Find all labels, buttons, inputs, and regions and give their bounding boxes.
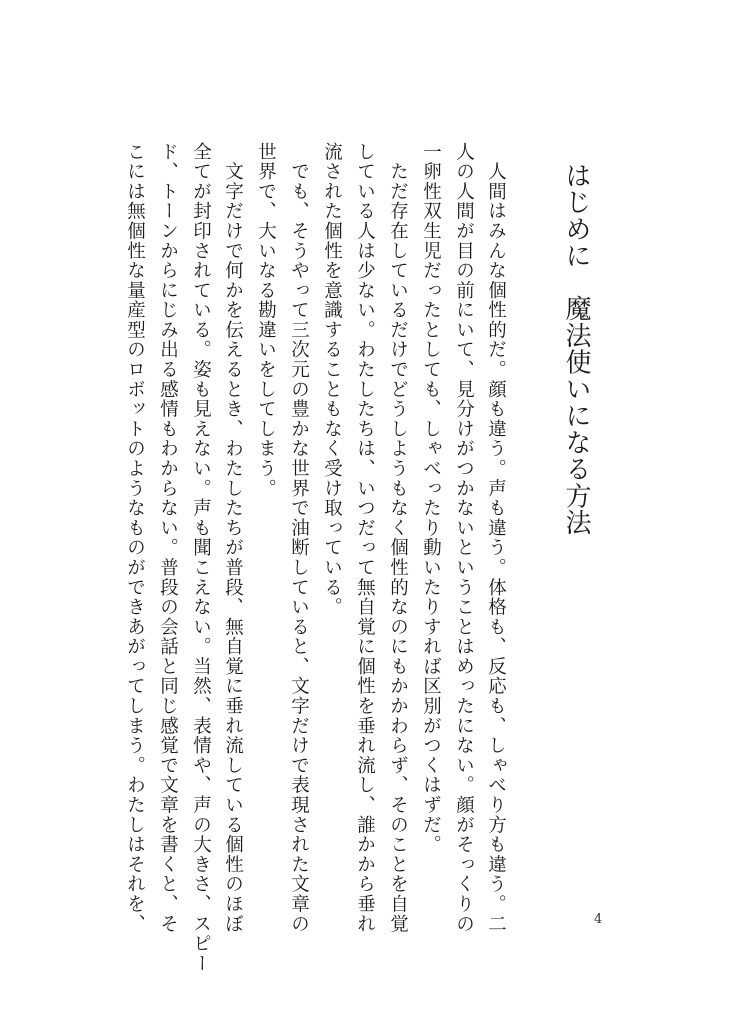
- chapter-heading: [563, 162, 589, 536]
- text-line: 人間はみんな個性的だ。顔も違う。声も違う。体格も、反応も、しゃべり方も違う。二: [485, 142, 507, 934]
- text-line: 世界で、大いなる勘違いをしてしまう。: [255, 142, 277, 499]
- page-number: 4: [594, 912, 603, 927]
- text-line: 全てが封印されている。姿も見えない。声も聞こえない。当然、表情や、声の大きさ、スピー: [190, 142, 212, 974]
- text-line: ド、トーンからにじみ出る感情もわからない。普段の会話と同じ感覚で文章を書くと、そ: [157, 142, 179, 934]
- text-line: ただ存在しているだけでどうしようもなく個性的なのにもかかわらず、そのことを自覚: [387, 142, 409, 934]
- text-line: こには無個性な量産型のロボットのようなものができあがってしまう。わたしはそれを、: [124, 142, 146, 934]
- chapter-prefix: はじめに: [561, 162, 591, 270]
- text-line: 流された個性を意識することもなく受け取っている。: [321, 142, 343, 618]
- text-line: している人は少ない。わたしたちは、いつだって無自覚に個性を垂れ流し、誰かから垂れ: [354, 142, 376, 934]
- text-line: 文字だけで何かを伝えるとき、わたしたちが普段、無自覚に垂れ流している個性のほぼ: [222, 142, 244, 934]
- chapter-title: 魔法使いになる方法: [561, 295, 591, 537]
- text-line: 一卵性双生児だったとしても、しゃべったり動いたりすれば区別がつくはずだ。: [420, 142, 442, 855]
- text-line: 人の人間が目の前にいて、見分けがつかないということはめったにない。顔がそっくりの: [453, 142, 475, 934]
- text-line: でも、そうやって三次元の豊かな世界で油断していると、文字だけで表現された文章の: [288, 142, 310, 934]
